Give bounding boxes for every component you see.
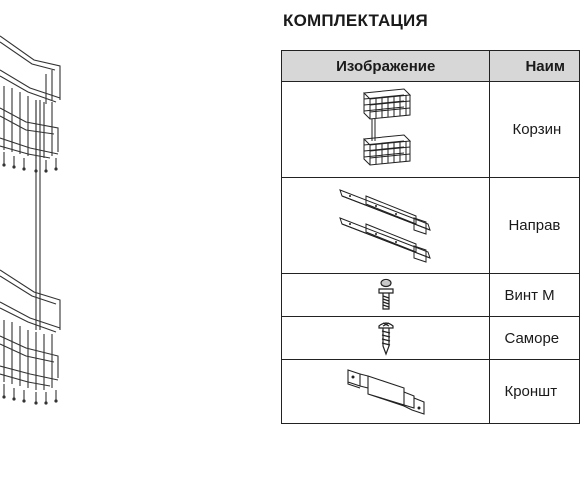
name-cell: Винт М	[490, 274, 580, 317]
name-cell: Саморе	[490, 317, 580, 360]
image-cell	[282, 317, 490, 360]
double-basket-icon	[356, 85, 416, 175]
image-cell	[282, 82, 490, 178]
table-row	[282, 82, 580, 178]
runner-guides-icon	[336, 184, 436, 268]
header-name: Наим	[490, 51, 580, 82]
name-cell: Корзин	[490, 82, 580, 178]
bolt-icon	[376, 278, 396, 312]
table-row	[282, 274, 580, 317]
basket-illustration	[0, 30, 80, 410]
image-cell	[282, 274, 490, 317]
kit-table	[281, 50, 580, 424]
name-cell: Кроншт	[490, 360, 580, 424]
header-image: Изображение	[282, 51, 490, 82]
table-row	[282, 317, 580, 360]
image-cell	[282, 360, 490, 424]
table-row	[282, 178, 580, 274]
wood-screw-icon	[376, 320, 396, 356]
image-cell	[282, 178, 490, 274]
table-header-row	[282, 51, 580, 82]
section-title: КОМПЛЕКТАЦИЯ	[283, 11, 428, 30]
table-row	[282, 360, 580, 424]
name-cell: Направ	[490, 178, 580, 274]
bracket-icon	[344, 364, 428, 420]
